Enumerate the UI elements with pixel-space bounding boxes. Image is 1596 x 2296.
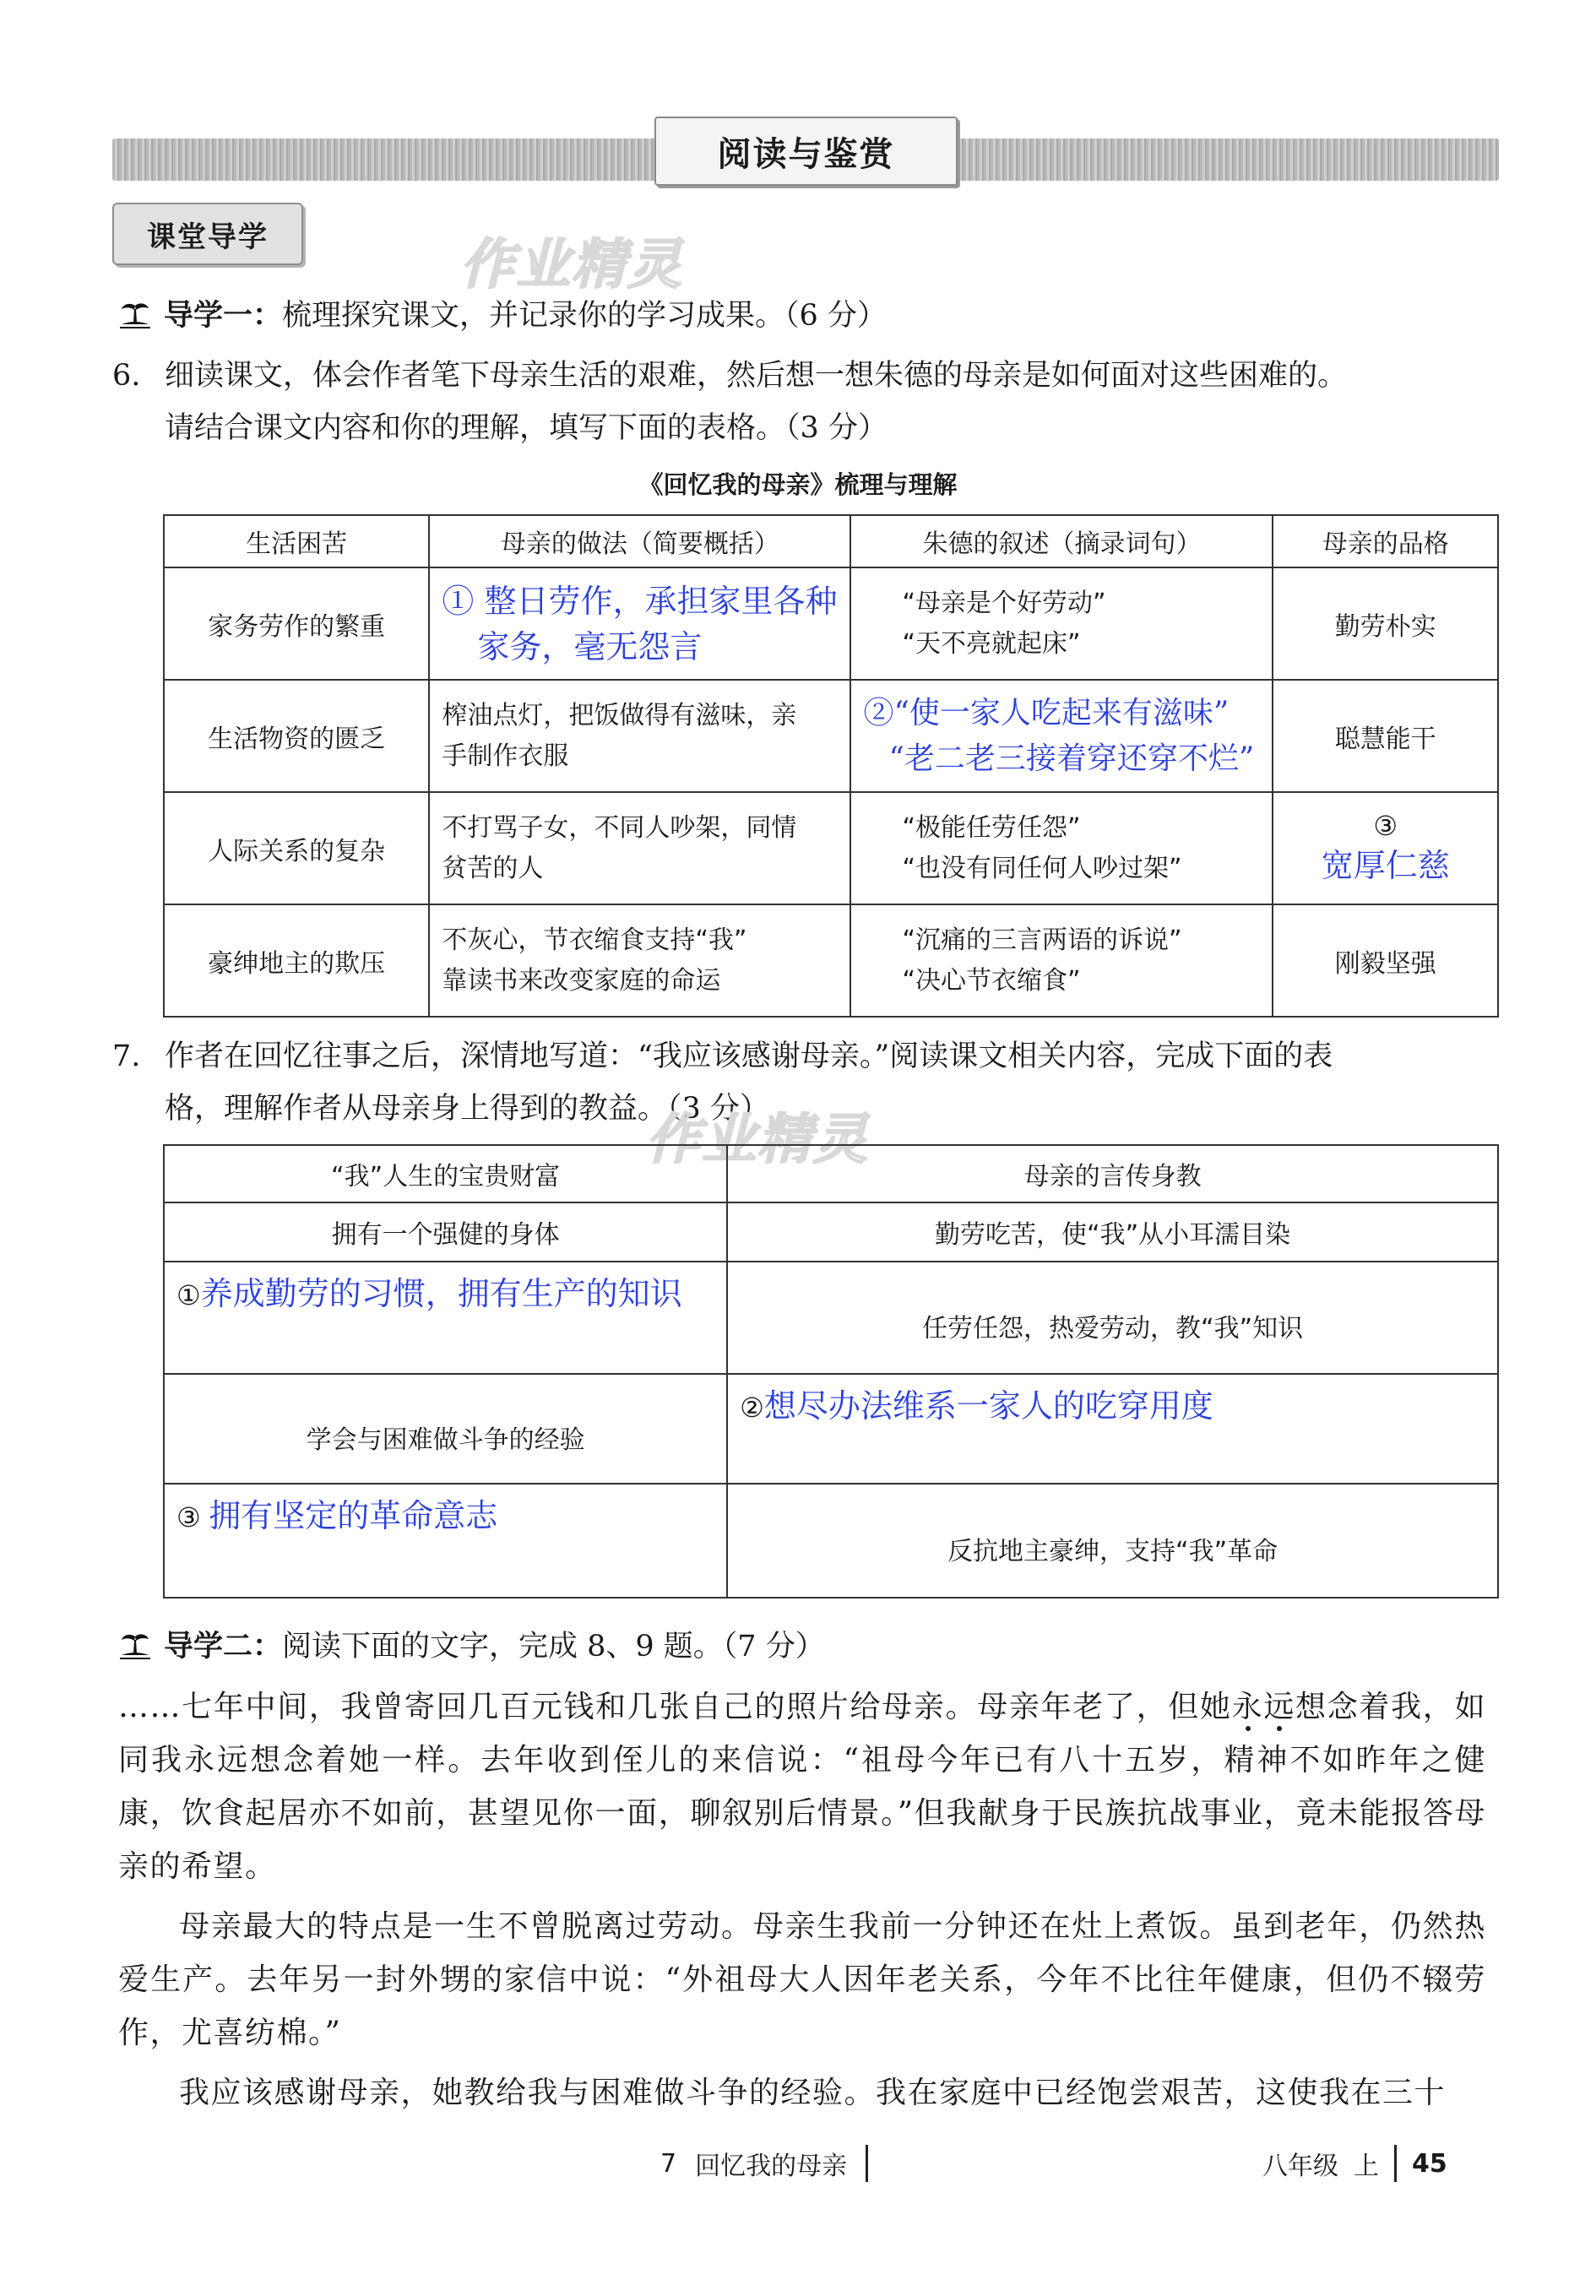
guide-two-text: 阅读下面的文字，完成 8、9 题。（7 分） — [282, 1630, 825, 1664]
table-row — [164, 1262, 1498, 1374]
header-cell: 母亲的品格 — [1273, 515, 1498, 567]
hardship-cell: 生活物资的匮乏 — [164, 680, 429, 792]
question-number: 7. — [112, 1039, 141, 1073]
wealth-cell: 学会与困难做斗争的经验 — [164, 1374, 727, 1484]
answer-handwriting: 拥有坚定的革命意志 — [209, 1497, 498, 1534]
answer-cell-handwritten — [727, 1374, 1498, 1484]
table-row — [164, 680, 1498, 792]
header-cell: 母亲的做法（简要概括） — [429, 515, 850, 567]
answer-mark: ③ — [1373, 809, 1398, 842]
answer-handwriting: 家务，毫无怨言 — [477, 627, 703, 665]
header-cell: “我”人生的宝贵财富 — [164, 1145, 727, 1202]
palm-island-icon — [118, 301, 152, 331]
emphasis-char: 远 — [1263, 1690, 1296, 1724]
answer-mark: ① — [176, 1279, 201, 1311]
question-6-line2: 请结合课文内容和你的理解，填写下面的表格。（3 分） — [165, 411, 888, 445]
passage-paragraph — [118, 1680, 1486, 1893]
lesson-number: 7 — [660, 2148, 677, 2179]
method-line: 不灰心，节衣缩食支持“我” — [442, 925, 747, 955]
question-6 — [112, 350, 1347, 402]
question-number: 6. — [112, 359, 141, 393]
quote-line: “天不亮就起床” — [902, 628, 1081, 659]
quote-line: “也没有同任何人吵过架” — [902, 853, 1182, 883]
table-row — [164, 1484, 1498, 1598]
question-7-line2: 格，理解作者从母亲身上得到的教益。（3 分） — [165, 1092, 769, 1126]
quote-cell — [850, 567, 1273, 680]
answer-handwriting: “使一家人吃起来有滋味” — [893, 695, 1230, 730]
emphasis-char: 永 — [1231, 1690, 1264, 1724]
guide-two — [118, 1630, 825, 1664]
method-cell — [429, 792, 850, 904]
table-header-row — [164, 515, 1498, 567]
method-cell — [429, 904, 850, 1017]
page-number: 45 — [1412, 2148, 1447, 2179]
guide-one — [118, 299, 887, 333]
term-label: 上 — [1354, 2152, 1379, 2181]
answer-cell-handwritten — [850, 680, 1273, 792]
answer-cell-handwritten — [1273, 792, 1498, 904]
quote-line: “极能任劳任怨” — [902, 812, 1081, 843]
quote-line: “决心节衣缩食” — [902, 965, 1081, 996]
question-text-line1: 细读课文，体会作者笔下母亲生活的艰难，然后想一想朱德的母亲是如何面对这些困难的。 — [165, 359, 1348, 393]
teaching-cell: 勤劳吃苦，使“我”从小耳濡目染 — [727, 1202, 1498, 1262]
table-row — [164, 904, 1498, 1017]
trait-cell: 聪慧能干 — [1273, 680, 1498, 792]
answer-cell-handwritten — [164, 1484, 727, 1598]
answer-mark: ③ — [176, 1501, 201, 1533]
question-text-line1: 作者在回忆往事之后，深情地写道：“我应该感谢母亲。”阅读课文相关内容，完成下面的表 — [165, 1039, 1333, 1073]
answer-handwriting: 宽厚仁慈 — [1321, 846, 1450, 884]
header-cell: 母亲的言传身教 — [727, 1145, 1498, 1202]
answer-handwriting: 养成勤劳的习惯，拥有生产的知识 — [200, 1275, 682, 1312]
lesson-title: 回忆我的母亲 — [695, 2152, 848, 2181]
passage-text: 想念着我，如同我永远想念着她一样。去年收到侄儿的来信说：“祖母今年已有八十五岁，精神不如昨年之健康，饮食起居亦不如前，甚望见你一面，聊叙别后情景。”但我献身于民族抗战事业，竟未能报答母亲的希望。 — [118, 1690, 1486, 1884]
quote-line: “沉痛的三言两语的诉说” — [902, 925, 1182, 955]
answer-handwriting: 整日劳作，承担家里各种 — [484, 582, 838, 620]
quote-cell — [850, 792, 1273, 904]
watermark: 作业精灵 — [460, 234, 683, 296]
watermark: 作业精灵 — [646, 1109, 869, 1171]
answer-handwriting: 想尽办法维系一家人的吃穿用度 — [763, 1387, 1213, 1425]
hardship-cell: 人际关系的复杂 — [164, 792, 429, 904]
grade-label: 八年级 — [1262, 2152, 1338, 2181]
trait-cell: 刚毅坚强 — [1273, 904, 1498, 1017]
footer-divider — [1394, 2145, 1397, 2182]
hardship-cell: 豪绅地主的欺压 — [164, 904, 429, 1017]
answer-mark: ② — [740, 1392, 764, 1424]
answer-mark: ② — [863, 695, 894, 730]
header-cell: 生活困苦 — [164, 515, 429, 567]
passage-paragraph: 我应该感谢母亲，她教给我与困难做斗争的经验。我在家庭中已经饱尝艰苦，这使我在三十 — [179, 2076, 1447, 2110]
trait-cell: 勤劳朴实 — [1273, 567, 1498, 680]
question-7 — [112, 1030, 1333, 1083]
passage-text: ……七年中间，我曾寄回几百元钱和几张自己的照片给母亲。母亲年老了，但她 — [118, 1690, 1232, 1724]
footer-lesson — [660, 2145, 868, 2182]
teaching-cell: 任劳任怨，热爱劳动，教“我”知识 — [727, 1262, 1498, 1374]
footer-divider — [866, 2145, 868, 2182]
answer-cell-handwritten — [164, 1262, 727, 1374]
section-tag: 课堂导学 — [112, 203, 303, 265]
table-row — [164, 567, 1498, 680]
palm-island-icon — [118, 1631, 152, 1662]
method-line: 不打骂子女，不同人吵架，同情 — [442, 812, 797, 843]
footer-grade — [1262, 2145, 1447, 2182]
guide-one-text: 梳理探究课文，并记录你的学习成果。（6 分） — [282, 299, 887, 333]
table-header-row — [164, 1145, 1498, 1202]
wealth-cell: 拥有一个强健的身体 — [164, 1202, 727, 1262]
reading-passage — [118, 1680, 1486, 2120]
answer-handwriting: “老二老三接着穿还穿不烂” — [888, 741, 1255, 776]
passage-paragraph: 母亲最大的特点是一生不曾脱离过劳动。母亲生我前一分钟还在灶上煮饭。虽到老年，仍然热爱生产。去年另一封外甥的家信中说：“外祖母大人因年老关系，今年不比往年健康，但仍不辍劳作，尤喜纺棉。” — [118, 1909, 1486, 2050]
summary-table — [163, 514, 1499, 1018]
header-cell: 朱德的叙述（摘录词句） — [850, 515, 1273, 567]
answer-mark: ① — [442, 582, 475, 620]
quote-line: “母亲是个好劳动” — [902, 588, 1106, 618]
answer-cell-handwritten — [429, 567, 850, 680]
table-row — [164, 1202, 1498, 1262]
method-line: 靠读书来改变家庭的命运 — [442, 965, 721, 996]
page-title: 阅读与鉴赏 — [654, 117, 958, 186]
guide-one-head: 导学一： — [164, 299, 283, 333]
benefit-table — [163, 1144, 1499, 1599]
table-row — [164, 1374, 1498, 1484]
guide-two-head: 导学二： — [164, 1630, 283, 1664]
table-row — [164, 792, 1498, 904]
method-line: 榨油点灯，把饭做得有滋味，亲 — [442, 700, 797, 730]
method-cell — [429, 680, 850, 792]
teaching-cell: 反抗地主豪绅，支持“我”革命 — [727, 1484, 1498, 1598]
hardship-cell: 家务劳作的繁重 — [164, 567, 429, 680]
method-line: 手制作衣服 — [442, 741, 569, 771]
table-caption: 《回忆我的母亲》梳理与理解 — [638, 470, 958, 499]
quote-cell — [850, 904, 1273, 1017]
method-line: 贫苦的人 — [442, 853, 544, 883]
